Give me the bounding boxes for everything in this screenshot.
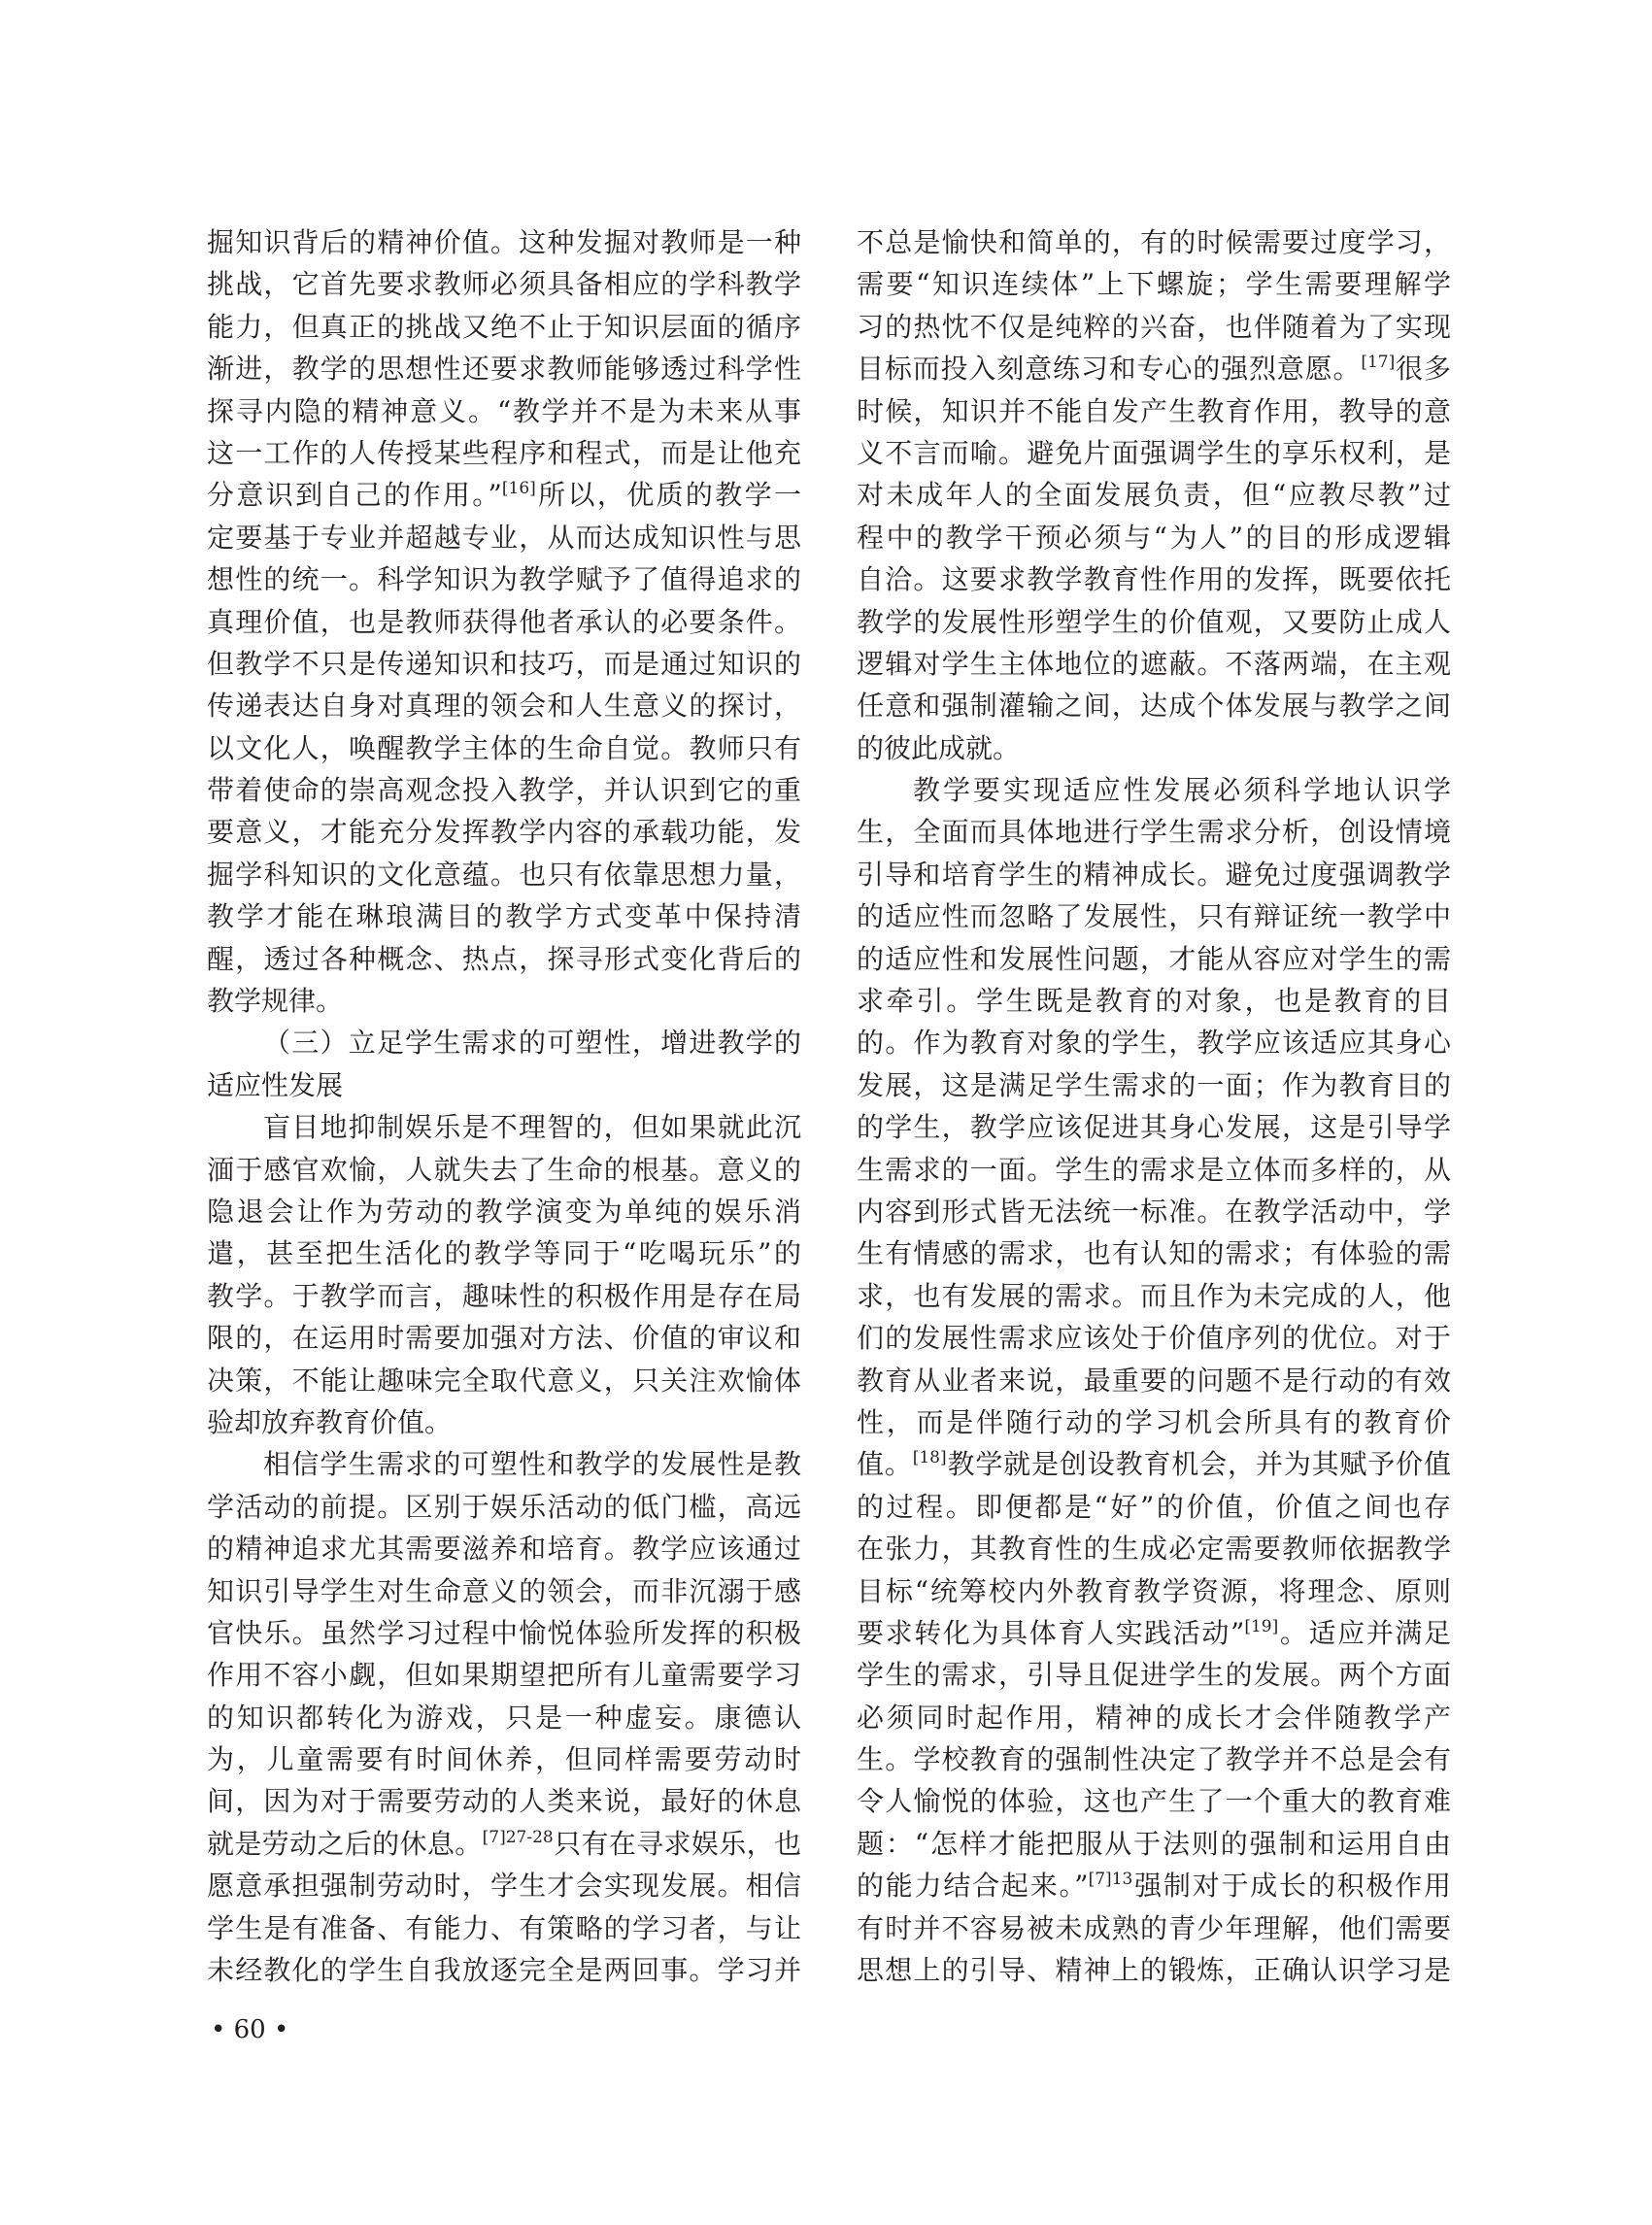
line-text: 很多 — [1395, 353, 1451, 386]
text-line: 思想上的引导、精神上的锻炼，正确认识学习是 — [857, 1954, 1451, 1987]
text-line: 求牵引。学生既是教育的对象，也是教育的目 — [857, 985, 1451, 1018]
text-line: 在张力，其教育性的生成必定需要教师依据教学 — [857, 1533, 1451, 1566]
citation-superscript: [16] — [501, 479, 536, 499]
text-line: 教学规律。 — [207, 985, 344, 1018]
text-line: 自洽。这要求教学教育性作用的发挥，既要依托 — [857, 563, 1451, 596]
text-line: 逻辑对学生主体地位的遮蔽。不落两端，在主观 — [857, 647, 1451, 680]
text-line — [857, 1612, 1451, 1654]
text-line: 教育从业者来说，最重要的问题不是行动的有效 — [857, 1364, 1451, 1397]
text-line: 的彼此成就。 — [857, 731, 1021, 764]
text-line: 验却放弃教育价值。 — [207, 1405, 453, 1438]
line-text: 就是劳动之后的休息。 — [207, 1827, 483, 1860]
text-line: 性，而是伴随行动的学习机会所具有的教育价 — [857, 1405, 1451, 1438]
text-line: 官快乐。虽然学习过程中愉悦体验所发挥的积极 — [207, 1616, 801, 1649]
text-line: 的适应性和发展性问题，才能从容应对学生的需 — [857, 942, 1451, 975]
text-line: 作用不容小觑，但如果期望把所有儿童需要学习 — [207, 1659, 801, 1692]
text-line: 隐退会让作为劳动的教学演变为单纯的娱乐消 — [207, 1195, 801, 1228]
section-heading — [207, 1022, 801, 1106]
text-line: 教学要实现适应性发展必须科学地认识学 — [913, 774, 1451, 807]
text-line: 生。学校教育的强制性决定了教学并不总是会有 — [857, 1743, 1451, 1776]
text-line: 任意和强制灌输之间，达成个体发展与教学之间 — [857, 690, 1451, 723]
text-line: 内容到形式皆无法统一标准。在教学活动中，学 — [857, 1195, 1451, 1228]
text-line: 知识引导学生对生命意义的领会，而非沉溺于感 — [207, 1574, 801, 1607]
text-line: 以文化人，唤醒教学主体的生命自觉。教师只有 — [207, 731, 801, 764]
text-line: 未经教化的学生自我放逐完全是两回事。学习并 — [207, 1954, 801, 1987]
text-line: 发展，这是满足学生需求的一面；作为教育目的 — [857, 1068, 1451, 1101]
text-line: 学生是有准备、有能力、有策略的学习者，与让 — [207, 1911, 801, 1944]
text-line: 但教学不只是传递知识和技巧，而是通过知识的 — [207, 647, 801, 680]
text-line: 教学的发展性形塑学生的价值观，又要防止成人 — [857, 605, 1451, 638]
text-line: 真理价值，也是教师获得他者承认的必要条件。 — [207, 605, 801, 638]
text-line: 限的，在运用时需要加强对方法、价值的审议和 — [207, 1322, 801, 1355]
text-line: 学活动的前提。区别于娱乐活动的低门槛，高远 — [207, 1490, 801, 1523]
line-text: 教学就是创设教育机会，并为其赋予价值 — [946, 1448, 1451, 1481]
text-line: 相信学生需求的可塑性和教学的发展性是教 — [263, 1448, 801, 1481]
text-line: 间，因为对于需要劳动的人类来说，最好的休息 — [207, 1785, 801, 1818]
text-line — [207, 1823, 801, 1865]
text-line: 引导和培育学生的精神成长。避免过度强调教学 — [857, 858, 1451, 891]
text-line: 这一工作的人传授某些程序和程式，而是让他充 — [207, 436, 801, 469]
text-line: 义不言而喻。避免片面强调学生的享乐权利，是 — [857, 436, 1451, 469]
paragraph — [207, 1443, 801, 1991]
text-line: 习的热忱不仅是纯粹的兴奋，也伴随着为了实现 — [857, 310, 1451, 343]
text-line: 渐进，教学的思想性还要求教师能够透过科学性 — [207, 353, 801, 386]
citation-superscript: [7]27-28 — [482, 1827, 554, 1847]
left-column — [207, 221, 801, 1991]
paragraph — [857, 769, 1451, 1991]
text-line: 愿意承担强制劳动时，学生才会实现发展。相信 — [207, 1870, 801, 1903]
text-line: 们的发展性需求应该处于价值序列的优位。对于 — [857, 1322, 1451, 1355]
line-text: 所以，优质的教学一 — [535, 479, 801, 512]
text-line — [857, 1443, 1451, 1485]
line-text: 强制对于成长的积极作用 — [1132, 1870, 1451, 1903]
text-line: 想性的统一。科学知识为教学赋予了值得追求的 — [207, 563, 801, 596]
paragraph — [207, 221, 801, 1022]
line-text: 要求转化为具体育人实践活动” — [857, 1616, 1245, 1649]
text-line: 题：“怎样才能把服从于法则的强制和运用自由 — [857, 1827, 1451, 1860]
text-line: 必须同时起作用，精神的成长才会伴随教学产 — [857, 1701, 1451, 1734]
text-line — [207, 474, 801, 516]
text-line: 学生的需求，引导且促进学生的发展。两个方面 — [857, 1659, 1451, 1692]
text-line — [857, 1865, 1451, 1906]
text-line: 湎于感官欢愉，人就失去了生命的根基。意义的 — [207, 1153, 801, 1186]
text-line: 时候，知识并不能自发产生教育作用，教导的意 — [857, 394, 1451, 427]
text-line: 挑战，它首先要求教师必须具备相应的学科教学 — [207, 268, 801, 301]
text-line: 生有情感的需求，也有认知的需求；有体验的需 — [857, 1237, 1451, 1270]
text-line: 需要“知识连续体”上下螺旋；学生需要理解学 — [857, 268, 1451, 301]
citation-superscript: [7]13 — [1088, 1870, 1133, 1890]
line-text: 。适应并满足 — [1278, 1616, 1451, 1649]
line-text: 值。 — [857, 1448, 913, 1481]
text-line: 适应性发展 — [207, 1068, 344, 1101]
text-line: 的知识都转化为游戏，只是一种虚妄。康德认 — [207, 1701, 801, 1734]
text-line: 有时并不容易被未成熟的青少年理解，他们需要 — [857, 1911, 1451, 1944]
paragraph — [857, 221, 1451, 769]
text-line: 教学。于教学而言，趣味性的积极作用是存在局 — [207, 1279, 801, 1312]
text-line: 的精神追求尤其需要滋养和培育。教学应该通过 — [207, 1533, 801, 1566]
citation-superscript: [19] — [1244, 1616, 1279, 1636]
text-line: （三）立足学生需求的可塑性，增进教学的 — [263, 1027, 801, 1060]
text-line: 不总是愉快和简单的，有的时候需要过度学习， — [857, 226, 1451, 258]
text-line: 遣，甚至把生活化的教学等同于“吃喝玩乐”的 — [207, 1237, 801, 1270]
paragraph — [207, 1106, 801, 1443]
text-line — [857, 348, 1451, 389]
text-line: 决策，不能让趣味完全取代意义，只关注欢愉体 — [207, 1364, 801, 1397]
text-line: 掘知识背后的精神价值。这种发掘对教师是一种 — [207, 226, 801, 258]
citation-superscript: [18] — [912, 1448, 947, 1468]
line-text: 目标而投入刻意练习和专心的强烈意愿。 — [857, 353, 1362, 386]
text-line: 目标“统筹校内外教育教学资源，将理念、原则 — [857, 1574, 1451, 1607]
text-line: 生，全面而具体地进行学生需求分析，创设情境 — [857, 816, 1451, 849]
text-line: 掘学科知识的文化意蕴。也只有依靠思想力量， — [207, 858, 801, 891]
line-text: 分意识到自己的作用。” — [207, 479, 502, 512]
right-column — [857, 221, 1451, 1991]
text-line: 的学生，教学应该促进其身心发展，这是引导学 — [857, 1111, 1451, 1144]
text-line: 能力，但真正的挑战又绝不止于知识层面的循序 — [207, 310, 801, 343]
text-line: 教学才能在琳琅满目的教学方式变革中保持清 — [207, 900, 801, 933]
text-line: 传递表达自身对真理的领会和人生意义的探讨， — [207, 690, 801, 723]
page-number: • 60 • — [211, 2015, 289, 2044]
text-line: 生需求的一面。学生的需求是立体而多样的，从 — [857, 1153, 1451, 1186]
text-line: 令人愉悦的体验，这也产生了一个重大的教育难 — [857, 1785, 1451, 1818]
text-line: 的过程。即便都是“好”的价值，价值之间也存 — [857, 1490, 1451, 1523]
text-line: 对未成年人的全面发展负责，但“应教尽教”过 — [857, 479, 1451, 512]
line-text: 的能力结合起来。” — [857, 1870, 1089, 1903]
text-line: 带着使命的崇高观念投入教学，并认识到它的重 — [207, 774, 801, 807]
text-line: 求，也有发展的需求。而且作为未完成的人，他 — [857, 1279, 1451, 1312]
text-line: 要意义，才能充分发挥教学内容的承载功能，发 — [207, 816, 801, 849]
line-text: 只有在寻求娱乐，也 — [553, 1827, 801, 1860]
text-line: 盲目地抑制娱乐是不理智的，但如果就此沉 — [263, 1111, 801, 1144]
text-line: 的。作为教育对象的学生，教学应该适应其身心 — [857, 1027, 1451, 1060]
text-line: 醒，透过各种概念、热点，探寻形式变化背后的 — [207, 942, 801, 975]
text-line: 程中的教学干预必须与“为人”的目的形成逻辑 — [857, 521, 1451, 554]
text-line: 定要基于专业并超越专业，从而达成知识性与思 — [207, 521, 801, 554]
text-line: 探寻内隐的精神意义。“教学并不是为未来从事 — [207, 394, 801, 427]
citation-superscript: [17] — [1361, 353, 1396, 373]
text-line: 为，儿童需要有时间休养，但同样需要劳动时 — [207, 1743, 801, 1776]
text-line: 的适应性而忽略了发展性，只有辩证统一教学中 — [857, 900, 1451, 933]
